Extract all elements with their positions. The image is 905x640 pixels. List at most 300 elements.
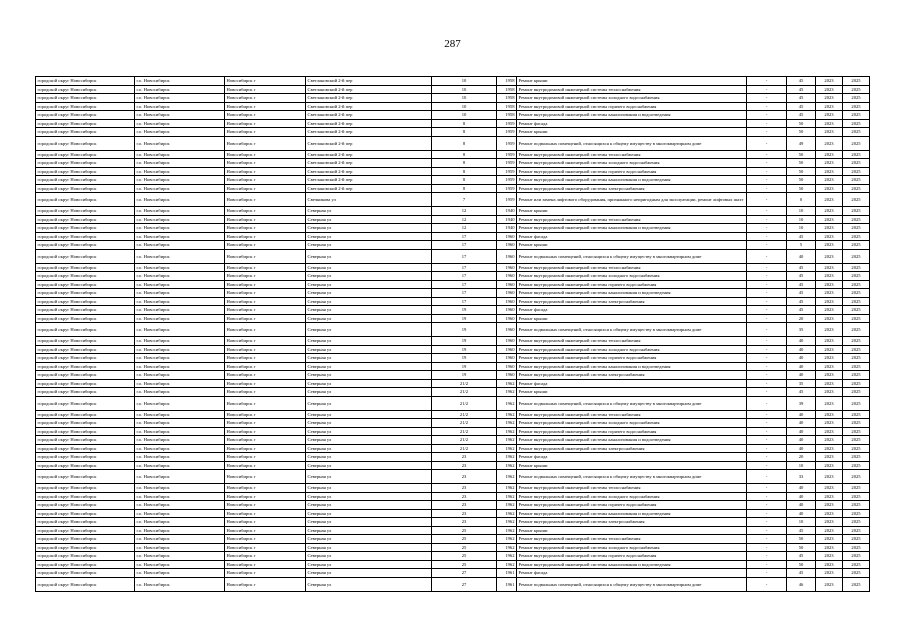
municipality-cell: г.о. Новосибирск <box>135 272 225 281</box>
dash-cell: - <box>747 119 787 128</box>
city-cell: Новосибирск г <box>225 184 306 193</box>
street-cell: Северная ул <box>306 345 432 354</box>
end-year-cell: 2025 <box>843 94 870 103</box>
dash-cell: - <box>747 306 787 315</box>
table-row <box>36 77 870 86</box>
street-cell: Северная ул <box>306 461 432 470</box>
work-type-cell: Ремонт фасада <box>517 306 747 315</box>
build-year-cell: 1959 <box>497 193 517 207</box>
start-year-cell: 2023 <box>816 77 843 86</box>
dash-cell: - <box>747 436 787 445</box>
dash-cell: - <box>747 159 787 168</box>
street-cell: Северная ул <box>306 535 432 544</box>
area-cell: 10 <box>787 518 816 527</box>
city-cell: Новосибирск г <box>225 436 306 445</box>
table-row <box>36 314 870 323</box>
build-year-cell: 1962 <box>497 535 517 544</box>
city-cell: Новосибирск г <box>225 159 306 168</box>
street-cell: Светлановский 2-й пер <box>306 77 432 86</box>
city-cell: Новосибирск г <box>225 371 306 380</box>
municipality-cell: г.о. Новосибирск <box>135 232 225 241</box>
end-year-cell: 2025 <box>843 207 870 216</box>
area-cell: 50 <box>787 167 816 176</box>
work-type-cell: Ремонт внутридомовой инженерной системы электроснабжения <box>517 444 747 453</box>
build-year-cell: 1962 <box>497 492 517 501</box>
start-year-cell: 2023 <box>816 232 843 241</box>
work-type-cell: Ремонт внутридомовой инженерной системы холодного водоснабжения <box>517 272 747 281</box>
district-cell: городской округ Новосибирск <box>36 509 135 518</box>
dash-cell: - <box>747 289 787 298</box>
work-type-cell: Ремонт подвальных помещений, относящихся к общему имуществу в многоквартирном доме <box>517 323 747 337</box>
district-cell: городской округ Новосибирск <box>36 419 135 428</box>
district-cell: городской округ Новосибирск <box>36 569 135 578</box>
house-number-cell: 27 <box>432 569 497 578</box>
work-type-cell: Ремонт внутридомовой инженерной системы теплоснабжения <box>517 85 747 94</box>
table-row <box>36 232 870 241</box>
end-year-cell: 2025 <box>843 128 870 137</box>
build-year-cell: 1962 <box>497 436 517 445</box>
dash-cell: - <box>747 345 787 354</box>
street-cell: Северная ул <box>306 444 432 453</box>
city-cell: Новосибирск г <box>225 263 306 272</box>
district-cell: городской округ Новосибирск <box>36 77 135 86</box>
build-year-cell: 1961 <box>497 577 517 591</box>
district-cell: городской округ Новосибирск <box>36 560 135 569</box>
area-cell: 50 <box>787 119 816 128</box>
house-number-cell: 25 <box>432 560 497 569</box>
street-cell: Северная ул <box>306 492 432 501</box>
start-year-cell: 2023 <box>816 543 843 552</box>
start-year-cell: 2023 <box>816 337 843 346</box>
house-number-cell: 17 <box>432 263 497 272</box>
street-cell: Северная ул <box>306 484 432 493</box>
end-year-cell: 2025 <box>843 314 870 323</box>
dash-cell: - <box>747 410 787 419</box>
start-year-cell: 2023 <box>816 577 843 591</box>
work-type-cell: Ремонт внутридомовой инженерной системы холодного водоснабжения <box>517 159 747 168</box>
table-row <box>36 427 870 436</box>
city-cell: Новосибирск г <box>225 577 306 591</box>
table-row <box>36 119 870 128</box>
area-cell: 50 <box>787 159 816 168</box>
city-cell: Новосибирск г <box>225 492 306 501</box>
dash-cell: - <box>747 94 787 103</box>
start-year-cell: 2023 <box>816 552 843 561</box>
municipality-cell: г.о. Новосибирск <box>135 577 225 591</box>
street-cell: Светлановский 2-й пер <box>306 94 432 103</box>
end-year-cell: 2025 <box>843 577 870 591</box>
start-year-cell: 2023 <box>816 289 843 298</box>
house-number-cell: 8 <box>432 176 497 185</box>
build-year-cell: 1960 <box>497 345 517 354</box>
build-year-cell: 1962 <box>497 444 517 453</box>
work-type-cell: Ремонт подвальных помещений, относящихся к общему имуществу в многоквартирном доме <box>517 396 747 410</box>
dash-cell: - <box>747 224 787 233</box>
dash-cell: - <box>747 509 787 518</box>
house-number-cell: 8 <box>432 184 497 193</box>
district-cell: городской округ Новосибирск <box>36 297 135 306</box>
work-type-cell: Ремонт фасада <box>517 569 747 578</box>
area-cell: 40 <box>787 509 816 518</box>
end-year-cell: 2025 <box>843 396 870 410</box>
area-cell: 45 <box>787 272 816 281</box>
end-year-cell: 2025 <box>843 159 870 168</box>
work-type-cell: Ремонт внутридомовой инженерной системы холодного водоснабжения <box>517 419 747 428</box>
municipality-cell: г.о. Новосибирск <box>135 337 225 346</box>
street-cell: Северная ул <box>306 509 432 518</box>
city-cell: Новосибирск г <box>225 535 306 544</box>
district-cell: городской округ Новосибирск <box>36 241 135 250</box>
end-year-cell: 2025 <box>843 371 870 380</box>
area-cell: 20 <box>787 314 816 323</box>
table-row <box>36 453 870 462</box>
work-type-cell: Ремонт подвальных помещений, относящихся к общему имуществу в многоквартирном доме <box>517 577 747 591</box>
table-row <box>36 176 870 185</box>
city-cell: Новосибирск г <box>225 323 306 337</box>
municipality-cell: г.о. Новосибирск <box>135 509 225 518</box>
dash-cell: - <box>747 207 787 216</box>
district-cell: городской округ Новосибирск <box>36 102 135 111</box>
work-type-cell: Ремонт внутридомовой инженерной системы горячего водоснабжения <box>517 102 747 111</box>
municipality-cell: г.о. Новосибирск <box>135 128 225 137</box>
end-year-cell: 2025 <box>843 241 870 250</box>
house-number-cell: 21/2 <box>432 444 497 453</box>
table-row <box>36 560 870 569</box>
area-cell: 45 <box>787 85 816 94</box>
city-cell: Новосибирск г <box>225 289 306 298</box>
area-cell: 45 <box>787 111 816 120</box>
municipality-cell: г.о. Новосибирск <box>135 410 225 419</box>
start-year-cell: 2023 <box>816 436 843 445</box>
start-year-cell: 2023 <box>816 501 843 510</box>
build-year-cell: 1958 <box>497 102 517 111</box>
municipality-cell: г.о. Новосибирск <box>135 119 225 128</box>
street-cell: Светлановский 2-й пер <box>306 102 432 111</box>
district-cell: городской округ Новосибирск <box>36 396 135 410</box>
build-year-cell: 1960 <box>497 297 517 306</box>
city-cell: Новосибирск г <box>225 111 306 120</box>
house-number-cell: 21/2 <box>432 436 497 445</box>
district-cell: городской округ Новосибирск <box>36 461 135 470</box>
house-number-cell: 10 <box>432 85 497 94</box>
house-number-cell: 21/2 <box>432 410 497 419</box>
city-cell: Новосибирск г <box>225 345 306 354</box>
street-cell: Северная ул <box>306 379 432 388</box>
district-cell: городской округ Новосибирск <box>36 289 135 298</box>
dash-cell: - <box>747 569 787 578</box>
district-cell: городской округ Новосибирск <box>36 306 135 315</box>
street-cell: Северная ул <box>306 232 432 241</box>
street-cell: Свечникова ул <box>306 193 432 207</box>
start-year-cell: 2023 <box>816 111 843 120</box>
end-year-cell: 2025 <box>843 119 870 128</box>
district-cell: городской округ Новосибирск <box>36 128 135 137</box>
city-cell: Новосибирск г <box>225 569 306 578</box>
municipality-cell: г.о. Новосибирск <box>135 354 225 363</box>
street-cell: Северная ул <box>306 354 432 363</box>
area-cell: 50 <box>787 176 816 185</box>
end-year-cell: 2025 <box>843 263 870 272</box>
dash-cell: - <box>747 427 787 436</box>
work-type-cell: Ремонт внутридомовой инженерной системы горячего водоснабжения <box>517 354 747 363</box>
house-number-cell: 10 <box>432 94 497 103</box>
city-cell: Новосибирск г <box>225 232 306 241</box>
municipality-cell: г.о. Новосибирск <box>135 136 225 150</box>
area-cell: 45 <box>787 306 816 315</box>
end-year-cell: 2025 <box>843 560 870 569</box>
street-cell: Северная ул <box>306 280 432 289</box>
district-cell: городской округ Новосибирск <box>36 159 135 168</box>
build-year-cell: 1962 <box>497 427 517 436</box>
city-cell: Новосибирск г <box>225 484 306 493</box>
city-cell: Новосибирск г <box>225 215 306 224</box>
municipality-cell: г.о. Новосибирск <box>135 193 225 207</box>
street-cell: Светлановский 2-й пер <box>306 85 432 94</box>
house-number-cell: 17 <box>432 289 497 298</box>
city-cell: Новосибирск г <box>225 297 306 306</box>
table-row <box>36 501 870 510</box>
start-year-cell: 2023 <box>816 371 843 380</box>
area-cell: 45 <box>787 289 816 298</box>
municipality-cell: г.о. Новосибирск <box>135 427 225 436</box>
end-year-cell: 2025 <box>843 388 870 397</box>
table-row <box>36 509 870 518</box>
municipality-cell: г.о. Новосибирск <box>135 150 225 159</box>
municipality-cell: г.о. Новосибирск <box>135 207 225 216</box>
dash-cell: - <box>747 337 787 346</box>
municipality-cell: г.о. Новосибирск <box>135 159 225 168</box>
end-year-cell: 2025 <box>843 543 870 552</box>
area-cell: 45 <box>787 263 816 272</box>
start-year-cell: 2023 <box>816 388 843 397</box>
work-type-cell: Ремонт внутридомовой инженерной системы канализования и водоотведения <box>517 111 747 120</box>
city-cell: Новосибирск г <box>225 552 306 561</box>
work-type-cell: Ремонт внутридомовой инженерной системы теплоснабжения <box>517 410 747 419</box>
work-type-cell: Ремонт внутридомовой инженерной системы электроснабжения <box>517 371 747 380</box>
municipality-cell: г.о. Новосибирск <box>135 470 225 484</box>
table-row <box>36 128 870 137</box>
municipality-cell: г.о. Новосибирск <box>135 543 225 552</box>
end-year-cell: 2025 <box>843 569 870 578</box>
area-cell: 45 <box>787 569 816 578</box>
dash-cell: - <box>747 297 787 306</box>
district-cell: городской округ Новосибирск <box>36 272 135 281</box>
district-cell: городской округ Новосибирск <box>36 323 135 337</box>
house-number-cell: 19 <box>432 323 497 337</box>
work-type-cell: Ремонт подвальных помещений, относящихся к общему имуществу в многоквартирном доме <box>517 249 747 263</box>
start-year-cell: 2023 <box>816 470 843 484</box>
district-cell: городской округ Новосибирск <box>36 224 135 233</box>
start-year-cell: 2023 <box>816 193 843 207</box>
district-cell: городской округ Новосибирск <box>36 501 135 510</box>
work-type-cell: Ремонт внутридомовой инженерной системы теплоснабжения <box>517 150 747 159</box>
dash-cell: - <box>747 150 787 159</box>
table-row <box>36 345 870 354</box>
city-cell: Новосибирск г <box>225 388 306 397</box>
end-year-cell: 2025 <box>843 77 870 86</box>
district-cell: городской округ Новосибирск <box>36 518 135 527</box>
house-number-cell: 8 <box>432 119 497 128</box>
build-year-cell: 1960 <box>497 371 517 380</box>
district-cell: городской округ Новосибирск <box>36 167 135 176</box>
house-number-cell: 8 <box>432 167 497 176</box>
city-cell: Новосибирск г <box>225 314 306 323</box>
house-number-cell: 17 <box>432 272 497 281</box>
area-cell: 40 <box>787 492 816 501</box>
build-year-cell: 1958 <box>497 111 517 120</box>
house-number-cell: 23 <box>432 518 497 527</box>
work-type-cell: Ремонт крыши <box>517 526 747 535</box>
district-cell: городской округ Новосибирск <box>36 492 135 501</box>
dash-cell: - <box>747 102 787 111</box>
house-number-cell: 21/2 <box>432 396 497 410</box>
city-cell: Новосибирск г <box>225 518 306 527</box>
district-cell: городской округ Новосибирск <box>36 249 135 263</box>
table-row <box>36 410 870 419</box>
street-cell: Северная ул <box>306 272 432 281</box>
street-cell: Светлановский 2-й пер <box>306 111 432 120</box>
district-cell: городской округ Новосибирск <box>36 232 135 241</box>
dash-cell: - <box>747 501 787 510</box>
municipality-cell: г.о. Новосибирск <box>135 388 225 397</box>
start-year-cell: 2023 <box>816 461 843 470</box>
build-year-cell: 1962 <box>497 509 517 518</box>
district-cell: городской округ Новосибирск <box>36 337 135 346</box>
end-year-cell: 2025 <box>843 193 870 207</box>
district-cell: городской округ Новосибирск <box>36 453 135 462</box>
table-row <box>36 396 870 410</box>
street-cell: Северная ул <box>306 306 432 315</box>
build-year-cell: 1960 <box>497 272 517 281</box>
end-year-cell: 2025 <box>843 184 870 193</box>
work-type-cell: Ремонт внутридомовой инженерной системы горячего водоснабжения <box>517 501 747 510</box>
municipality-cell: г.о. Новосибирск <box>135 362 225 371</box>
city-cell: Новосибирск г <box>225 102 306 111</box>
area-cell: 35 <box>787 379 816 388</box>
end-year-cell: 2025 <box>843 526 870 535</box>
house-number-cell: 23 <box>432 453 497 462</box>
municipality-cell: г.о. Новосибирск <box>135 396 225 410</box>
build-year-cell: 1959 <box>497 159 517 168</box>
repair-schedule-table <box>35 76 870 592</box>
build-year-cell: 1961 <box>497 569 517 578</box>
street-cell: Северная ул <box>306 241 432 250</box>
dash-cell: - <box>747 85 787 94</box>
area-cell: 40 <box>787 444 816 453</box>
house-number-cell: 27 <box>432 577 497 591</box>
end-year-cell: 2025 <box>843 518 870 527</box>
work-type-cell: Ремонт внутридомовой инженерной системы холодного водоснабжения <box>517 492 747 501</box>
dash-cell: - <box>747 461 787 470</box>
street-cell: Северная ул <box>306 314 432 323</box>
area-cell: 50 <box>787 128 816 137</box>
table-row <box>36 543 870 552</box>
area-cell: 40 <box>787 354 816 363</box>
table-row <box>36 306 870 315</box>
dash-cell: - <box>747 492 787 501</box>
work-type-cell: Ремонт внутридомовой инженерной системы канализования и водоотведения <box>517 362 747 371</box>
municipality-cell: г.о. Новосибирск <box>135 371 225 380</box>
district-cell: городской округ Новосибирск <box>36 410 135 419</box>
work-type-cell: Ремонт внутридомовой инженерной системы канализования и водоотведения <box>517 176 747 185</box>
street-cell: Северная ул <box>306 552 432 561</box>
area-cell: 40 <box>787 337 816 346</box>
dash-cell: - <box>747 470 787 484</box>
dash-cell: - <box>747 396 787 410</box>
street-cell: Светлановский 2-й пер <box>306 159 432 168</box>
build-year-cell: 1940 <box>497 207 517 216</box>
start-year-cell: 2023 <box>816 136 843 150</box>
city-cell: Новосибирск г <box>225 362 306 371</box>
build-year-cell: 1960 <box>497 354 517 363</box>
district-cell: городской округ Новосибирск <box>36 543 135 552</box>
district-cell: городской округ Новосибирск <box>36 444 135 453</box>
table-row <box>36 85 870 94</box>
dash-cell: - <box>747 249 787 263</box>
city-cell: Новосибирск г <box>225 136 306 150</box>
district-cell: городской округ Новосибирск <box>36 184 135 193</box>
start-year-cell: 2023 <box>816 453 843 462</box>
end-year-cell: 2025 <box>843 102 870 111</box>
municipality-cell: г.о. Новосибирск <box>135 560 225 569</box>
end-year-cell: 2025 <box>843 535 870 544</box>
municipality-cell: г.о. Новосибирск <box>135 224 225 233</box>
street-cell: Северная ул <box>306 297 432 306</box>
district-cell: городской округ Новосибирск <box>36 280 135 289</box>
start-year-cell: 2023 <box>816 535 843 544</box>
build-year-cell: 1962 <box>497 526 517 535</box>
start-year-cell: 2023 <box>816 379 843 388</box>
table-row <box>36 461 870 470</box>
house-number-cell: 17 <box>432 232 497 241</box>
area-cell: 39 <box>787 396 816 410</box>
table-row <box>36 371 870 380</box>
work-type-cell: Ремонт внутридомовой инженерной системы холодного водоснабжения <box>517 94 747 103</box>
end-year-cell: 2025 <box>843 501 870 510</box>
house-number-cell: 10 <box>432 102 497 111</box>
work-type-cell: Ремонт внутридомовой инженерной системы горячего водоснабжения <box>517 167 747 176</box>
house-number-cell: 8 <box>432 128 497 137</box>
municipality-cell: г.о. Новосибирск <box>135 569 225 578</box>
street-cell: Северная ул <box>306 577 432 591</box>
street-cell: Северная ул <box>306 362 432 371</box>
build-year-cell: 1959 <box>497 167 517 176</box>
street-cell: Северная ул <box>306 323 432 337</box>
start-year-cell: 2023 <box>816 518 843 527</box>
end-year-cell: 2025 <box>843 167 870 176</box>
street-cell: Северная ул <box>306 453 432 462</box>
house-number-cell: 7 <box>432 193 497 207</box>
work-type-cell: Ремонт фасада <box>517 119 747 128</box>
end-year-cell: 2025 <box>843 461 870 470</box>
build-year-cell: 1960 <box>497 280 517 289</box>
municipality-cell: г.о. Новосибирск <box>135 280 225 289</box>
start-year-cell: 2023 <box>816 354 843 363</box>
dash-cell: - <box>747 362 787 371</box>
end-year-cell: 2025 <box>843 444 870 453</box>
house-number-cell: 23 <box>432 501 497 510</box>
table-row <box>36 419 870 428</box>
work-type-cell: Ремонт внутридомовой инженерной системы холодного водоснабжения <box>517 345 747 354</box>
table-row <box>36 297 870 306</box>
area-cell: 40 <box>787 362 816 371</box>
municipality-cell: г.о. Новосибирск <box>135 492 225 501</box>
municipality-cell: г.о. Новосибирск <box>135 94 225 103</box>
work-type-cell: Ремонт подвальных помещений, относящихся к общему имуществу в многоквартирном доме <box>517 136 747 150</box>
municipality-cell: г.о. Новосибирск <box>135 444 225 453</box>
district-cell: городской округ Новосибирск <box>36 193 135 207</box>
table-row <box>36 323 870 337</box>
